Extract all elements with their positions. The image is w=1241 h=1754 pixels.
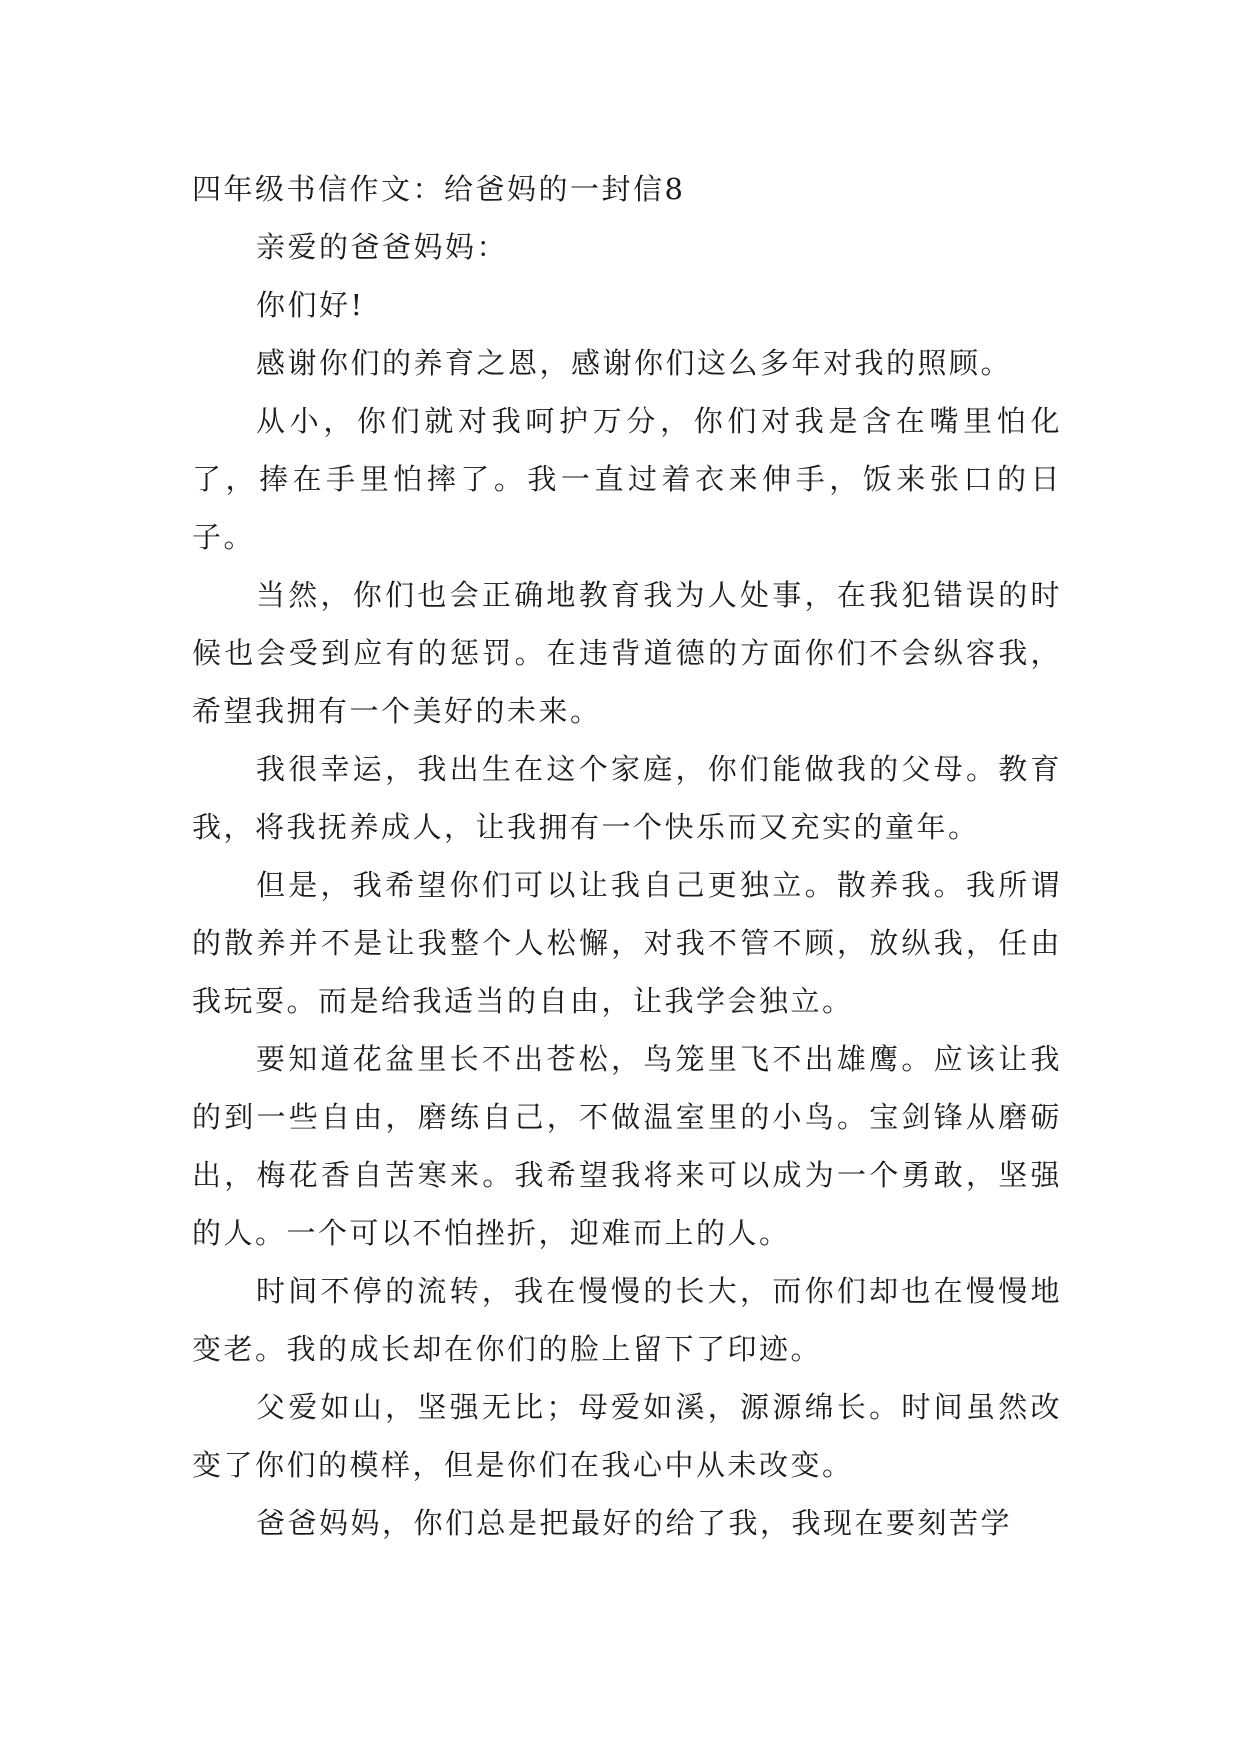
paragraph-time: 时间不停的流转，我在慢慢的长大，而你们却也在慢慢地变老。我的成长却在你们的脸上留下了印迹。 [192, 1274, 1062, 1366]
paragraph-thanks: 感谢你们的养育之恩，感谢你们这么多年对我的照顾。 [256, 346, 1013, 380]
document-title: 四年级书信作文：给爸妈的一封信8 [192, 172, 686, 206]
paragraph-fortunate: 我很幸运，我出生在这个家庭，你们能做我的父母。教育我，将我抚养成人，让我拥有一个快乐而又充实的童年。 [192, 752, 1062, 844]
paragraph-study: 爸爸妈妈，你们总是把最好的给了我，我现在要刻苦学 [256, 1506, 1013, 1540]
paragraph-freedom: 要知道花盆里长不出苍松，鸟笼里飞不出雄鹰。应该让我的到一些自由，磨练自己，不做温室里的小鸟。宝剑锋从磨砺出，梅花香自苦寒来。我希望我将来可以成为一个勇敢，坚强的人。一个可以不怕挫折，迎难而上的人。 [192, 1042, 1062, 1250]
paragraph-childhood: 从小，你们就对我呵护万分，你们对我是含在嘴里怕化了，捧在手里怕摔了。我一直过着衣来伸手，饭来张口的日子。 [192, 404, 1062, 554]
paragraph-independence: 但是，我希望你们可以让我自己更独立。散养我。我所谓的散养并不是让我整个人松懈，对我不管不顾，放纵我，任由我玩耍。而是给我适当的自由，让我学会独立。 [192, 868, 1062, 1018]
greeting-salutation: 亲爱的爸爸妈妈： [256, 230, 509, 264]
greeting-hello: 你们好! [256, 288, 365, 322]
paragraph-education: 当然，你们也会正确地教育我为人处事，在我犯错误的时候也会受到应有的惩罚。在违背道德的方面你们不会纵容我，希望我拥有一个美好的未来。 [192, 578, 1062, 728]
letter-body [192, 160, 1062, 1552]
paragraph-parents-love: 父爱如山，坚强无比；母爱如溪，源源绵长。时间虽然改变了你们的模样，但是你们在我心中从未改变。 [192, 1390, 1062, 1482]
